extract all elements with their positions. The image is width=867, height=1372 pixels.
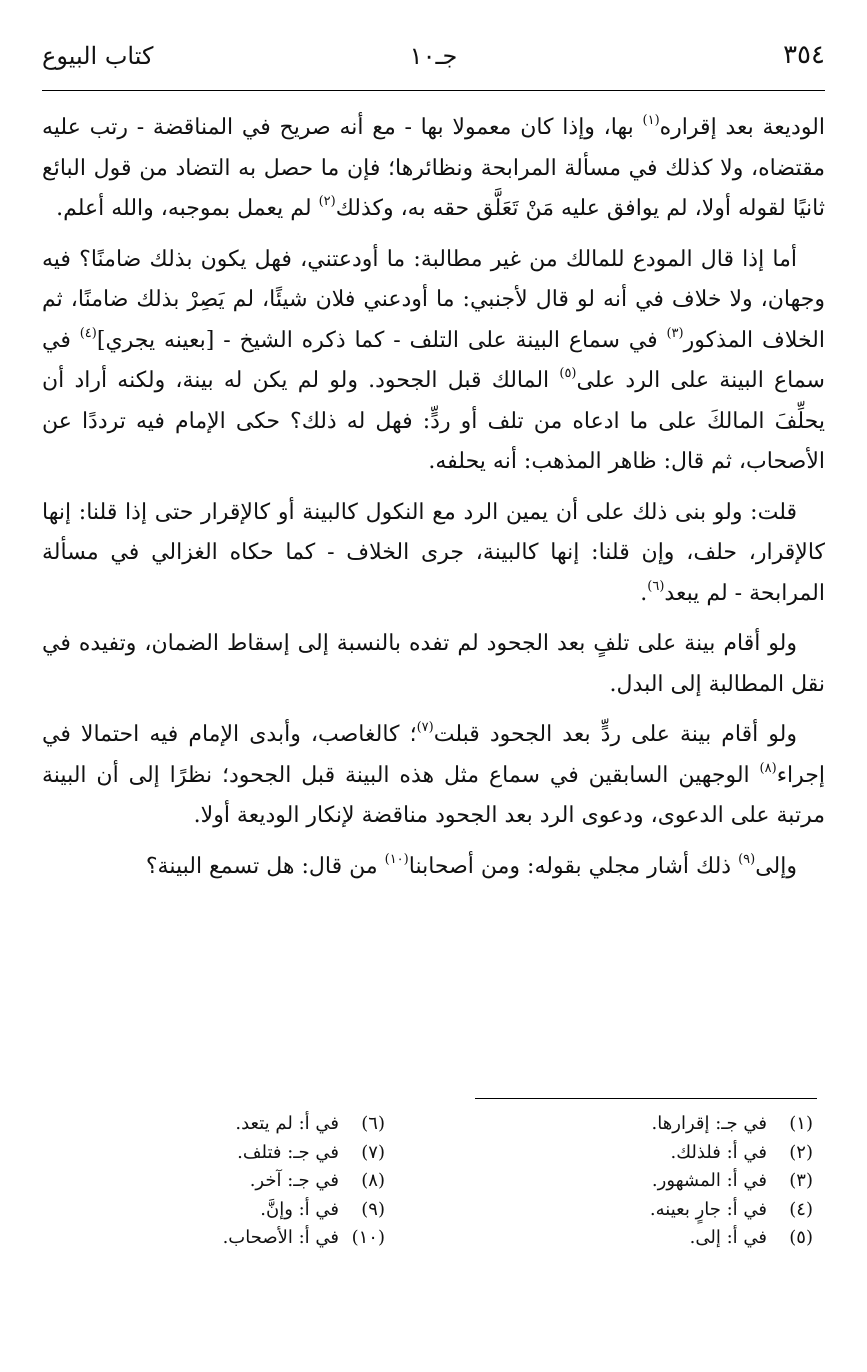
- header-divider: [42, 90, 825, 91]
- text-run: بها، وإذا كان معمولا بها - مع أنه صريح في المناقضة - رتب عليه مقتضاه، ولا كذلك في مسألة المرابحة ونظائرها؛ فإن ما حصل به التضاد من قول البائع ثانيًا لقوله أولا، لم يوافق عليه مَنْ تَعَلَّق حقه به، وكذلك: [42, 115, 825, 221]
- text-run: .: [640, 580, 648, 606]
- footnote-text: في أ: إلى.: [689, 1227, 767, 1248]
- footnote-ref: (٢): [318, 194, 336, 209]
- footnote-number: (١٠): [351, 1227, 385, 1248]
- footnote-item: [433, 1224, 813, 1253]
- footnote-text: في أ: الأصحاب.: [222, 1227, 339, 1248]
- footnote-number: (٦): [361, 1113, 385, 1134]
- volume-label: جـ١٠: [409, 42, 458, 70]
- footnote-text: في جـ: فتلف.: [237, 1141, 339, 1163]
- footnote-number: (٥): [789, 1227, 813, 1248]
- text-run: الوجهين السابقين في سماع مثل هذه البينة قبل الجحود؛ نظرًا إلى أن البينة مرتبة على الدعوى، ودعوى الرد بعد الجحود مناقضة لإنكار الوديعة أولا.: [42, 762, 825, 828]
- text-run: ولو أقام بينة على تلفٍ بعد الجحود لم تفده بالنسبة إلى إسقاط الضمان، وتفيده في نقل المطالبة إلى البدل.: [42, 631, 825, 697]
- footnote-ref: (٣): [666, 325, 684, 341]
- footnote-text: في أ: المشهور.: [651, 1170, 767, 1191]
- paragraph: [42, 240, 825, 483]
- footnote-number: (٧): [361, 1141, 385, 1163]
- book-title: كتاب البيوع: [42, 42, 154, 70]
- footnote-ref: (٦): [647, 578, 665, 594]
- footnote-ref: (٤): [79, 325, 97, 341]
- footnote-ref: (٥): [559, 366, 577, 381]
- footnote-item: [433, 1167, 813, 1196]
- footnote-item: [433, 1196, 813, 1225]
- footnote-item: [5, 1110, 385, 1139]
- footnote-ref: (٨): [759, 760, 777, 776]
- text-run: ؛ كالغاصب، وأبدى الإمام فيه احتمالا في إجراء: [42, 722, 825, 788]
- text-run: ذلك أشار مجلي بقوله: ومن أصحابنا: [408, 853, 739, 879]
- footnotes-column-left: [5, 1110, 385, 1253]
- footnote-number: (٣): [789, 1170, 813, 1191]
- text-run: أما إذا قال المودع للمالك من غير مطالبة: ما أودعتني، فهل يكون بذلك ضامنًا؟ فيه وجهان، ولا خلاف في أنه لو قال لأجنبي: ما أودعني فلان شيئًا، لم يَصِرْ بذلك ضامنًا، ثم الخلاف المذكور: [42, 246, 825, 353]
- footnote-text: في أ: جارٍ بعينه.: [649, 1198, 767, 1220]
- footnote-number: (٩): [361, 1198, 385, 1220]
- text-run: قلت: ولو بنى ذلك على أن يمين الرد مع النكول كالبينة أو كالإقرار حتى إذا قلنا: إنها كالإقرار، حلف، وإن قلنا: إنها كالبينة، جرى الخلاف - كما حكاه الغزالي في مسألة المرابحة - لم يبعد: [42, 499, 825, 606]
- footnote-ref: (١): [642, 113, 660, 128]
- footnotes-column-right: [433, 1110, 813, 1253]
- footnote-item: [5, 1196, 385, 1225]
- footnote-ref: (٩): [738, 851, 756, 867]
- page-header: [42, 40, 825, 88]
- footnote-ref: (١٠): [384, 851, 409, 867]
- paragraph: [42, 624, 825, 705]
- paragraph: [42, 847, 825, 888]
- text-run: في سماع البينة على التلف - كما ذكره الشيخ - [بعينه يجري]: [96, 327, 667, 353]
- footnote-item: [433, 1139, 813, 1168]
- footnote-item: [433, 1110, 813, 1139]
- footnote-divider: [475, 1098, 817, 1099]
- footnote-text: في أ: وإنَّ.: [260, 1198, 339, 1220]
- footnote-text: في أ: فلذلك.: [670, 1141, 767, 1163]
- footnote-item: [5, 1139, 385, 1168]
- text-run: في سماع البينة على الرد على: [42, 327, 825, 393]
- footnote-item: [5, 1224, 385, 1253]
- footnote-text: في جـ: إقرارها.: [651, 1113, 767, 1134]
- footnote-ref: (٧): [416, 720, 434, 735]
- footnote-number: (١): [789, 1113, 813, 1134]
- text-run: المالك قبل الجحود. ولو لم يكن له بينة، ولكنه أراد أن يحلِّفَ المالكَ على ما ادعاه من تلف أو ردٍّ: فهل له ذلك؟ حكى الإمام فيه ترددًا عن الأصحاب، ثم قال: ظاهر المذهب: أنه يحلفه.: [42, 368, 825, 474]
- text-run: ولو أقام بينة على ردٍّ بعد الجحود قبلت: [433, 722, 797, 747]
- text-run: وإلى: [755, 853, 797, 879]
- paragraph: [42, 715, 825, 837]
- page-number: ٣٥٤: [783, 40, 825, 70]
- text-run: من قال: هل تسمع البينة؟: [145, 853, 385, 879]
- footnote-number: (٨): [361, 1170, 385, 1191]
- footnote-text: في جـ: آخر.: [249, 1170, 339, 1191]
- text-run: لم يعمل بموجبه، والله أعلم.: [56, 196, 319, 221]
- footnote-number: (٤): [789, 1198, 813, 1220]
- footnote-number: (٢): [789, 1141, 813, 1163]
- footnote-text: في أ: لم يتعد.: [235, 1113, 339, 1134]
- footnote-item: [5, 1167, 385, 1196]
- paragraph: [42, 108, 825, 230]
- paragraph: [42, 493, 825, 615]
- text-run: الوديعة بعد إقراره: [659, 115, 825, 140]
- main-text: [42, 108, 825, 897]
